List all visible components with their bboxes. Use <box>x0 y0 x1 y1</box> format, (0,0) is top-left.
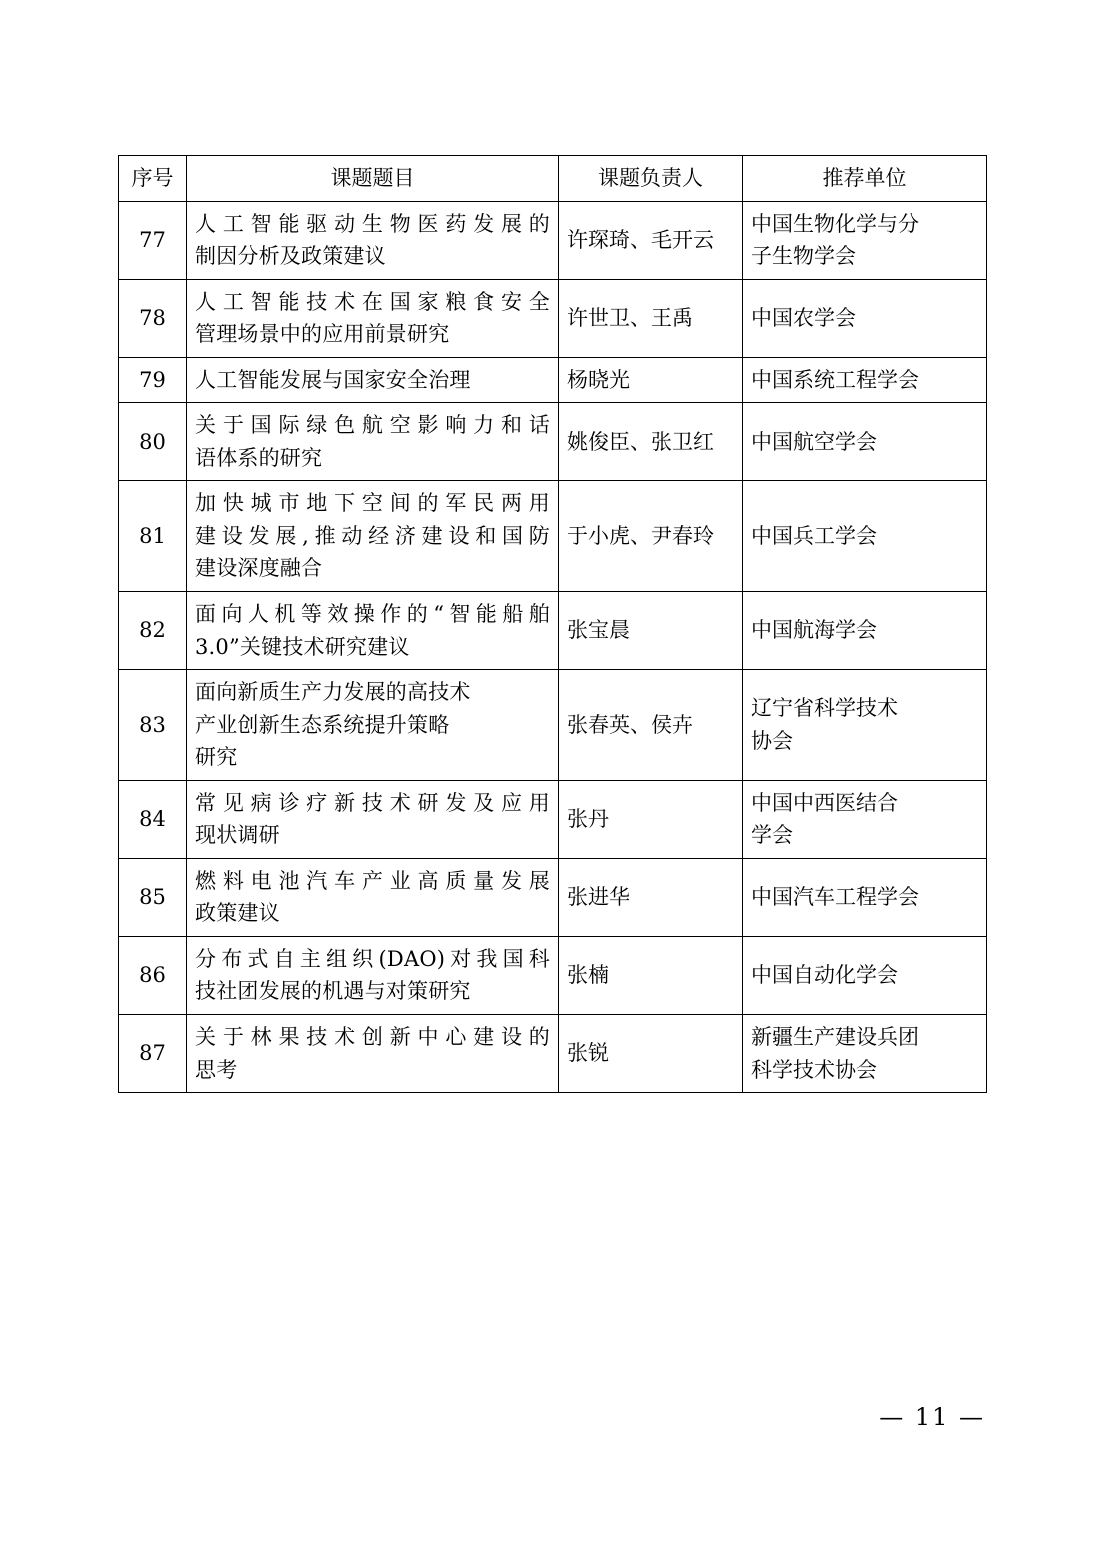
cell-no: 81 <box>119 481 187 592</box>
table-row <box>119 1015 987 1093</box>
title-line: 人工智能技术在国家粮食安全 <box>195 289 550 314</box>
cell-leader <box>559 936 743 1014</box>
cell-no: 78 <box>119 279 187 357</box>
unit-line: 新疆生产建设兵团 <box>751 1025 919 1050</box>
cell-no: 85 <box>119 858 187 936</box>
cell-leader <box>559 858 743 936</box>
unit-line: 子生物学会 <box>751 244 856 269</box>
title-line: 3.0”关键技术研究建议 <box>195 634 410 659</box>
column-header-no: 序号 <box>119 156 187 202</box>
title-line: 分布式自主组织(DAO)对我国科 <box>195 946 550 971</box>
table-row <box>119 201 987 279</box>
cell-leader <box>559 780 743 858</box>
table-header-row <box>119 156 987 202</box>
cell-leader <box>559 670 743 781</box>
research-topics-table <box>118 155 987 1093</box>
cell-title <box>187 481 559 592</box>
table-row <box>119 780 987 858</box>
cell-leader <box>559 357 743 403</box>
unit-line: 中国航海学会 <box>751 618 877 643</box>
leader-line: 张锐 <box>567 1041 609 1066</box>
title-line: 关于国际绿色航空影响力和话 <box>195 413 550 438</box>
leader-line: 许世卫、王禹 <box>567 305 693 330</box>
cell-title <box>187 279 559 357</box>
cell-no: 77 <box>119 201 187 279</box>
cell-no: 84 <box>119 780 187 858</box>
cell-unit <box>743 481 987 592</box>
title-line: 产业创新生态系统提升策略 <box>195 712 450 737</box>
leader-line: 杨晓光 <box>567 367 630 392</box>
unit-line: 科学技术协会 <box>751 1057 877 1082</box>
unit-line: 中国汽车工程学会 <box>751 885 919 910</box>
table-row <box>119 936 987 1014</box>
title-line: 现状调研 <box>195 823 280 848</box>
cell-leader <box>559 1015 743 1093</box>
leader-line: 张春英、侯卉 <box>567 712 693 737</box>
table-header <box>119 156 987 202</box>
table-row <box>119 858 987 936</box>
leader-line: 张进华 <box>567 885 630 910</box>
cell-title <box>187 592 559 670</box>
leader-line: 姚俊臣、张卫红 <box>567 429 714 454</box>
title-line: 管理场景中的应用前景研究 <box>195 322 450 347</box>
cell-title <box>187 201 559 279</box>
cell-unit <box>743 403 987 481</box>
title-line: 建设发展,推动经济建设和国防 <box>195 523 550 548</box>
leader-line: 张宝晨 <box>567 618 630 643</box>
cell-title <box>187 780 559 858</box>
title-line: 人工智能驱动生物医药发展的 <box>195 211 550 236</box>
title-line: 燃料电池汽车产业高质量发展 <box>195 868 550 893</box>
unit-line: 中国自动化学会 <box>751 963 898 988</box>
page-number: — 11 — <box>879 1403 985 1431</box>
cell-unit <box>743 357 987 403</box>
table-body <box>119 201 987 1093</box>
title-line: 思考 <box>195 1057 238 1082</box>
research-topics-table-wrap <box>118 155 986 1093</box>
cell-unit <box>743 858 987 936</box>
cell-unit <box>743 279 987 357</box>
cell-leader <box>559 481 743 592</box>
cell-no: 86 <box>119 936 187 1014</box>
leader-line: 张丹 <box>567 807 609 832</box>
cell-no: 87 <box>119 1015 187 1093</box>
title-line: 关于林果技术创新中心建设的 <box>195 1025 550 1050</box>
unit-line: 中国中西医结合 <box>751 790 898 815</box>
cell-leader <box>559 403 743 481</box>
cell-title <box>187 357 559 403</box>
table-row <box>119 357 987 403</box>
title-line: 常见病诊疗新技术研发及应用 <box>195 790 550 815</box>
column-header-title: 课题题目 <box>187 156 559 202</box>
title-line: 制因分析及政策建议 <box>195 244 386 269</box>
title-line: 技社团发展的机遇与对策研究 <box>195 979 471 1004</box>
cell-leader <box>559 279 743 357</box>
table-row <box>119 481 987 592</box>
title-line: 人工智能发展与国家安全治理 <box>195 367 471 392</box>
title-line: 政策建议 <box>195 901 280 926</box>
unit-line: 中国系统工程学会 <box>751 367 919 392</box>
cell-title <box>187 670 559 781</box>
cell-unit <box>743 670 987 781</box>
title-line: 研究 <box>195 745 238 770</box>
cell-unit <box>743 936 987 1014</box>
cell-leader <box>559 201 743 279</box>
leader-line: 许琛琦、毛开云 <box>567 227 714 252</box>
unit-line: 学会 <box>751 823 793 848</box>
table-row <box>119 670 987 781</box>
cell-no: 80 <box>119 403 187 481</box>
unit-line: 中国农学会 <box>751 305 856 330</box>
title-line: 面向新质生产力发展的高技术 <box>195 680 471 705</box>
leader-line: 于小虎、尹春玲 <box>567 523 714 548</box>
cell-no: 83 <box>119 670 187 781</box>
unit-line: 中国航空学会 <box>751 429 877 454</box>
cell-title <box>187 858 559 936</box>
unit-line: 中国生物化学与分 <box>751 211 919 236</box>
unit-line: 中国兵工学会 <box>751 523 877 548</box>
unit-line: 协会 <box>751 728 793 753</box>
column-header-unit: 推荐单位 <box>743 156 987 202</box>
cell-unit <box>743 592 987 670</box>
cell-unit <box>743 780 987 858</box>
cell-unit <box>743 1015 987 1093</box>
cell-title <box>187 1015 559 1093</box>
column-header-leader: 课题负责人 <box>559 156 743 202</box>
cell-leader <box>559 592 743 670</box>
table-row <box>119 592 987 670</box>
table-row <box>119 279 987 357</box>
cell-title <box>187 936 559 1014</box>
cell-title <box>187 403 559 481</box>
title-line: 语体系的研究 <box>195 445 323 470</box>
cell-no: 82 <box>119 592 187 670</box>
leader-line: 张楠 <box>567 963 609 988</box>
table-row <box>119 403 987 481</box>
title-line: 面向人机等效操作的“智能船舶 <box>195 602 550 627</box>
title-line: 加快城市地下空间的军民两用 <box>195 491 550 516</box>
cell-unit <box>743 201 987 279</box>
unit-line: 辽宁省科学技术 <box>751 696 898 721</box>
title-line: 建设深度融合 <box>195 556 323 581</box>
cell-no: 79 <box>119 357 187 403</box>
